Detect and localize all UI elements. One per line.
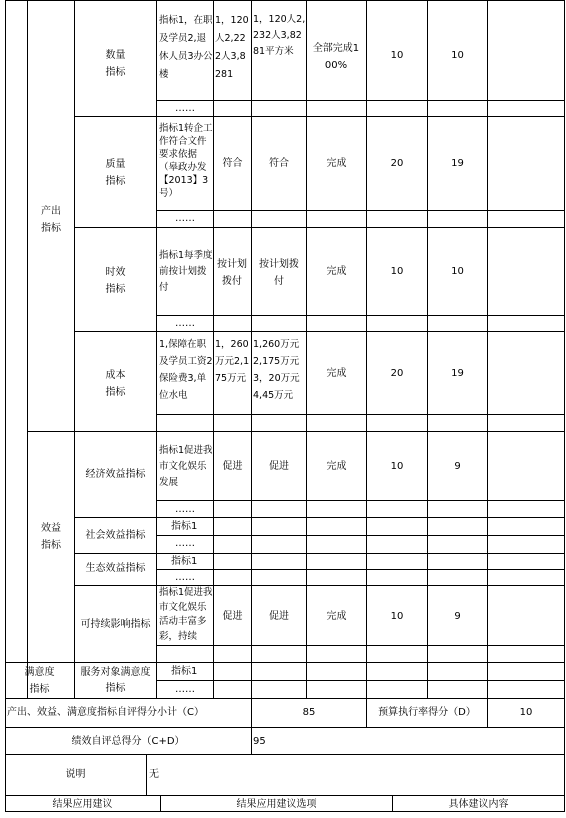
subcat-timeliness: 时效 指标 [105, 267, 126, 295]
weight-cost: 20 [390, 368, 404, 379]
weight-quality: 20 [390, 158, 404, 169]
placeholder-dots: …… [175, 572, 195, 583]
subcat-service-satisfaction: 服务对象满意度 指标 [80, 667, 151, 694]
category-satisfaction: 满意度 指标 [24, 667, 55, 695]
subcat-social: 社会效益指标 [85, 530, 146, 541]
category-benefit: 效益 指标 [41, 523, 61, 551]
placeholder-dots: …… [175, 684, 195, 695]
actual-economic: 促进 [269, 461, 289, 472]
subcat-ecological: 生态效益指标 [85, 563, 146, 574]
placeholder-dots: …… [175, 103, 195, 114]
actual-sustain: 促进 [269, 611, 289, 622]
weight-sustain: 10 [390, 611, 404, 622]
score-cost: 19 [451, 368, 464, 379]
placeholder-dots: …… [175, 318, 195, 329]
note-value: 无 [149, 769, 159, 780]
subcat-sustain: 可持续影响指标 [80, 619, 151, 630]
indicator-cost: 1,保障在职及学员工资2保险费3,单位水电 [159, 339, 213, 401]
completion-economic: 完成 [326, 461, 347, 472]
subcat-economic: 经济效益指标 [85, 469, 146, 480]
indicator-social: 指标1 [171, 521, 198, 532]
completion-timeliness: 完成 [326, 266, 347, 277]
score-quantity: 10 [451, 50, 464, 61]
indicator-timeliness: 指标1每季度前按计划拨付 [159, 250, 213, 293]
footer-suggestion-options: 结果应用建议选项 [236, 799, 317, 810]
category-output: 产出 指标 [41, 206, 61, 234]
indicator-quantity: 指标1，在职及学员2,退休人员3办公楼 [159, 15, 213, 80]
budget-execution-label: 预算执行率得分（D） [378, 707, 476, 718]
subtotal-label: 产出、效益、满意度指标自评得分小计（C） [7, 707, 204, 718]
actual-timeliness: 按计划拨付 [259, 259, 299, 287]
target-quality: 符合 [222, 158, 243, 169]
actual-quantity: 1，120人2,232人3,8281平方米 [253, 14, 306, 57]
completion-quantity: 全部完成100% [312, 43, 360, 71]
target-economic: 促进 [222, 461, 243, 472]
placeholder-dots: …… [175, 504, 195, 515]
subcat-cost: 成本 指标 [105, 370, 126, 398]
actual-quality: 符合 [269, 158, 289, 169]
budget-execution-value: 10 [519, 707, 533, 718]
footer-specific-content: 具体建议内容 [448, 799, 509, 810]
target-quantity: 1，120人2,222人3,8281 [215, 15, 249, 80]
score-sustain: 9 [454, 611, 461, 622]
total-score-label: 绩效自评总得分（C+D） [71, 736, 185, 747]
target-timeliness: 按计划拨付 [217, 259, 247, 287]
subtotal-value: 85 [302, 707, 316, 718]
note-label: 说明 [65, 769, 86, 780]
completion-cost: 完成 [326, 368, 347, 379]
indicator-service-satisfaction: 指标1 [171, 666, 198, 677]
subcat-quality: 质量 指标 [105, 159, 126, 187]
indicator-ecological: 指标1 [171, 556, 198, 567]
total-score-value: 95 [253, 736, 266, 747]
completion-quality: 完成 [326, 158, 347, 169]
subcat-quantity: 数量 指标 [105, 50, 126, 78]
footer-result-suggestion: 结果应用建议 [52, 799, 113, 810]
indicator-sustain: 指标1促进我市文化娱乐活动丰富多彩，持续 [159, 587, 213, 642]
placeholder-dots: …… [175, 538, 195, 549]
completion-sustain: 完成 [326, 611, 347, 622]
score-quality: 19 [451, 158, 464, 169]
weight-timeliness: 10 [390, 266, 404, 277]
weight-quantity: 10 [390, 50, 404, 61]
actual-cost: 1,260万元2,175万元3，20万元4,45万元 [253, 339, 300, 401]
placeholder-dots: …… [175, 213, 195, 224]
target-sustain: 促进 [222, 611, 243, 622]
score-timeliness: 10 [451, 266, 464, 277]
weight-economic: 10 [390, 461, 404, 472]
indicator-economic: 指标1促进我市文化娱乐发展 [159, 445, 213, 488]
target-cost: 1，260万元2,175万元 [215, 339, 250, 384]
indicator-quality: 指标1转企工作符合文件要求依据（皋政办发【2013】3号） [159, 123, 213, 199]
score-economic: 9 [454, 461, 461, 472]
